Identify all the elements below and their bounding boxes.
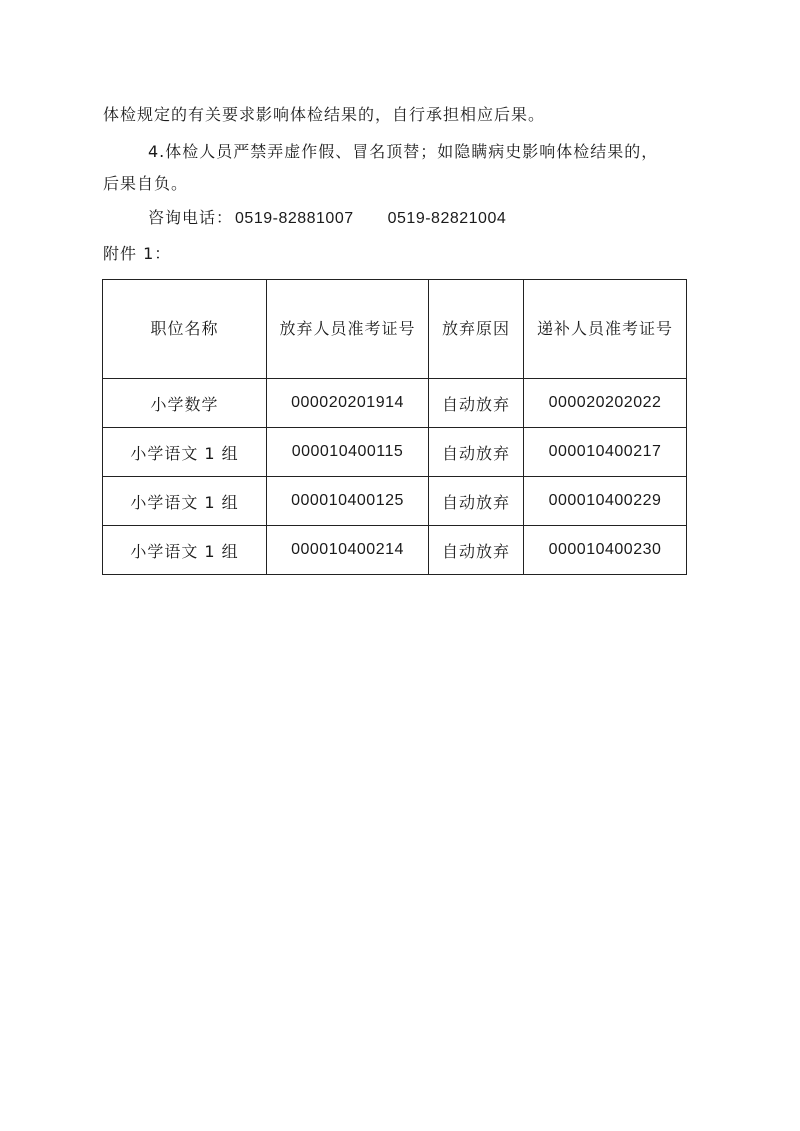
phone-number-1: 0519-82881007 xyxy=(235,210,354,227)
table-row xyxy=(103,477,687,526)
cell-reason: 自动放弃 xyxy=(429,379,524,428)
table-row xyxy=(103,428,687,477)
cell-position: 小学语文 1 组 xyxy=(103,477,267,526)
header-position: 职位名称 xyxy=(103,280,267,379)
attachment-label: 附件 1： xyxy=(103,244,172,263)
header-withdrawn-id: 放弃人员准考证号 xyxy=(267,280,429,379)
table-row xyxy=(103,379,687,428)
cell-position: 小学数学 xyxy=(103,379,267,428)
consult-label: 咨询电话： xyxy=(148,208,234,227)
cell-reason: 自动放弃 xyxy=(429,428,524,477)
cell-substitute-id: 000010400230 xyxy=(524,526,687,575)
cell-position: 小学语文 1 组 xyxy=(103,428,267,477)
paragraph-line-2: 4.体检人员严禁弄虚作假、冒名顶替；如隐瞒病史影响体检结果的， xyxy=(148,142,659,161)
table-header-row xyxy=(103,280,687,379)
cell-withdrawn-id: 000020201914 xyxy=(267,379,429,428)
cell-position: 小学语文 1 组 xyxy=(103,526,267,575)
paragraph-line-3: 后果自负。 xyxy=(103,174,189,193)
header-substitute-id: 递补人员准考证号 xyxy=(524,280,687,379)
cell-withdrawn-id: 000010400115 xyxy=(267,428,429,477)
table-row xyxy=(103,526,687,575)
consult-phone-line xyxy=(148,207,506,230)
cell-substitute-id: 000010400229 xyxy=(524,477,687,526)
cell-reason: 自动放弃 xyxy=(429,477,524,526)
cell-reason: 自动放弃 xyxy=(429,526,524,575)
cell-withdrawn-id: 000010400125 xyxy=(267,477,429,526)
paragraph-line-1: 体检规定的有关要求影响体检结果的，自行承担相应后果。 xyxy=(103,105,546,124)
phone-number-2: 0519-82821004 xyxy=(387,210,507,227)
attachment-table xyxy=(102,279,687,575)
cell-substitute-id: 000010400217 xyxy=(524,428,687,477)
cell-withdrawn-id: 000010400214 xyxy=(267,526,429,575)
header-reason: 放弃原因 xyxy=(429,280,524,379)
cell-substitute-id: 000020202022 xyxy=(524,379,687,428)
